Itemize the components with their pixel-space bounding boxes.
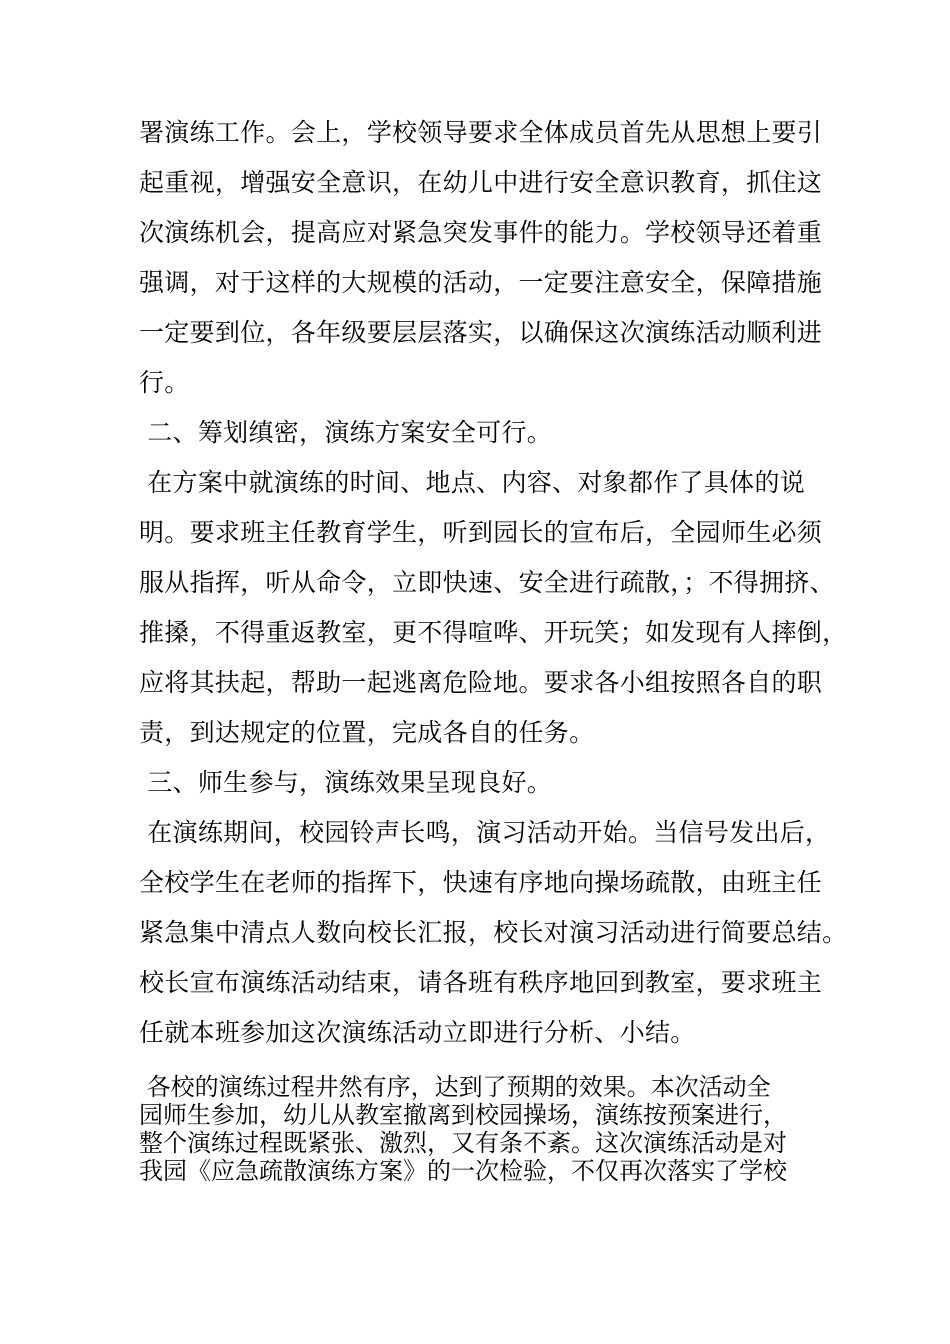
text-line: 校长宣布演练活动结束，请各班有秩序地回到教室，要求班主: [139, 968, 823, 997]
text-line: 各校的演练过程井然有序，达到了预期的效果。本次活动全: [139, 1073, 771, 1101]
text-line: 在演练期间，校园铃声长鸣，演习活动开始。当信号发出后，: [139, 818, 831, 847]
text-line: 我园《应急疏散演练方案》的一次检验，不仅再次落实了学校: [139, 1157, 787, 1185]
text-line: 责，到达规定的位置，完成各自的任务。: [139, 718, 595, 747]
text-line: 起重视，增强安全意识，在幼儿中进行安全意识教育，抓住这: [139, 168, 823, 197]
text-line: 园师生参加，幼儿从教室撤离到校园操场，演练按预案进行，: [139, 1101, 787, 1129]
text-line: 紧急集中清点人数向校长汇报，校长对演习活动进行简要总结。: [139, 918, 848, 947]
text-line: 一定要到位，各年级要层层落实，以确保这次演练活动顺利进: [139, 318, 823, 347]
text-line: 推搡，不得重返教室，更不得喧哗、开玩笑；如发现有人摔倒，: [139, 618, 848, 647]
section-heading: 三、师生参与，演练效果呈现良好。: [139, 768, 553, 797]
text-line: 行。: [139, 368, 190, 397]
text-line: 明。要求班主任教育学生，听到园长的宣布后，全园师生必须: [139, 518, 823, 547]
text-line: 在方案中就演练的时间、地点、内容、对象都作了具体的说: [139, 468, 806, 497]
text-line: 强调，对于这样的大规模的活动，一定要注意安全，保障措施: [139, 268, 823, 297]
text-line: 整个演练过程既紧张、激烈，又有条不紊。这次演练活动是对: [139, 1129, 787, 1157]
text-line: 服从指挥，听从命令，立即快速、安全进行疏散，；不得拥挤、: [139, 568, 835, 597]
text-line: 署演练工作。会上，学校领导要求全体成员首先从思想上要引: [139, 118, 823, 147]
text-line: 全校学生在老师的指挥下，快速有序地向操场疏散，由班主任: [139, 868, 823, 897]
text-line: 任就本班参加这次演练活动立即进行分析、小结。: [139, 1018, 696, 1047]
section-heading: 二、筹划缜密，演练方案安全可行。: [139, 418, 553, 447]
text-line: 应将其扶起，帮助一起逃离危险地。要求各小组按照各自的职: [139, 668, 823, 697]
text-line: 次演练机会，提高应对紧急突发事件的能力。学校领导还着重: [139, 218, 823, 247]
